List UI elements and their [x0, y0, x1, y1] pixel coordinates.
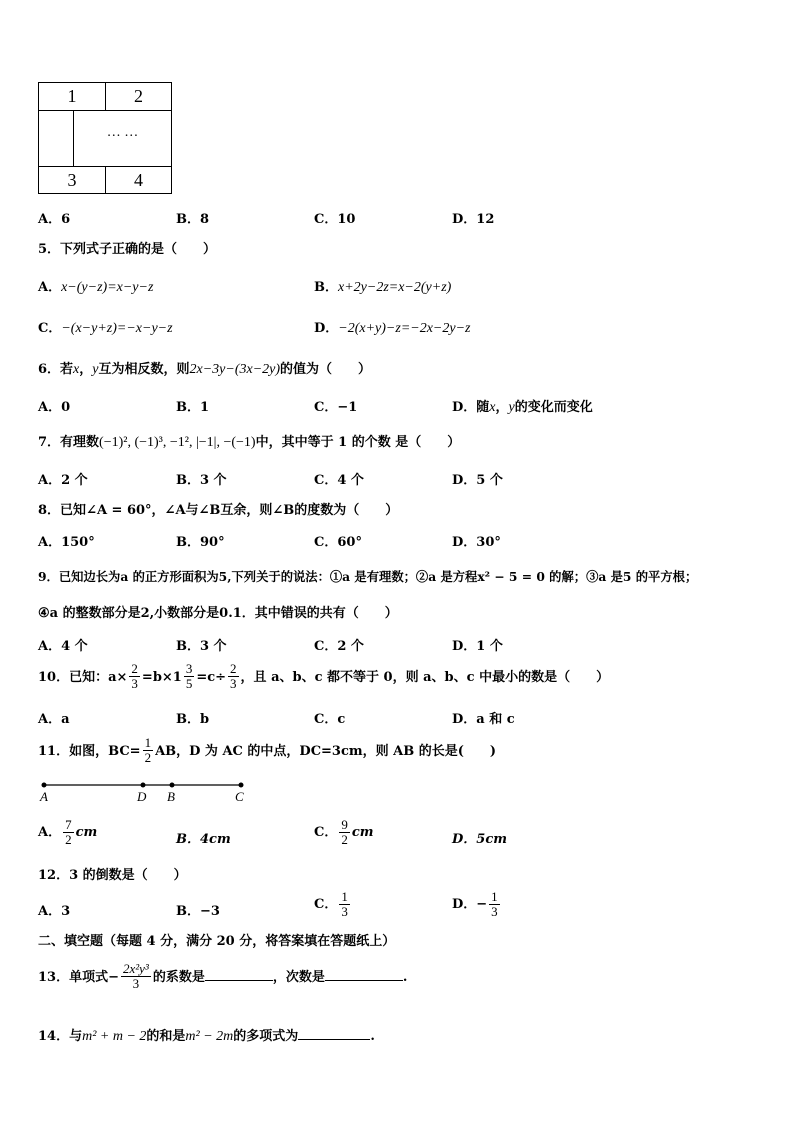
- answer-blank[interactable]: [298, 1039, 370, 1040]
- q8-option-a: A．150°: [38, 535, 95, 550]
- point-d: [141, 783, 146, 788]
- q6-option-c: C．−1: [314, 400, 358, 415]
- q11-stem: 11．如图，BC= $\frac{1}{2}$ AB，D 为 AC 的中点，DC=3cm，则 AB 的长是( ): [38, 735, 497, 765]
- fraction: $\frac{9}{2}$: [341, 817, 348, 847]
- point-a: [42, 783, 47, 788]
- grid-cell-1: 1: [67, 86, 77, 106]
- q11-option-b: B．4cm: [176, 832, 231, 847]
- q12-stem: 12．3 的倒数是（ ）: [38, 868, 187, 883]
- answer-blank[interactable]: [325, 980, 403, 981]
- grid-top-row: [39, 83, 171, 111]
- q6-option-a: A．0: [38, 400, 71, 415]
- q10-option-a: A．a: [38, 712, 70, 727]
- q7-option-b: B．3 个: [176, 473, 227, 488]
- q7-option-d: D．5 个: [452, 473, 503, 488]
- q11-option-c: C． $\frac{9}{2}$ cm: [314, 817, 374, 847]
- q12-option-b: B．−3: [176, 904, 220, 919]
- q6-stem: 6．若x，y互为相反数，则2x−3y−(3x−2y)的值为（ ）: [38, 362, 372, 377]
- q8-option-d: D．30°: [452, 535, 501, 550]
- grid-dots: … …: [106, 125, 139, 140]
- q10-stem: 10．已知：a× $\frac{2}{3}$ =b×1 $\frac{3}{5}$ =c÷ $\frac{2}{3}$ ，且 a、b、c 都不等于 0，则 a、b、c 中最小的数是（ ）: [38, 661, 610, 691]
- fraction: $\frac{1}{3}$: [491, 889, 498, 919]
- q9-option-a: A．4 个: [38, 639, 88, 654]
- q5-option-d: D．−2(x+y)−z=−2x−2y−z: [314, 321, 471, 336]
- q9-option-c: C．2 个: [314, 639, 364, 654]
- q5-option-a: A．x−(y−z)=x−y−z: [38, 280, 154, 295]
- q5-option-b: B．x+2y−2z=x−2(y+z): [314, 280, 452, 295]
- q12-option-c: C． $\frac{1}{3}$: [314, 889, 348, 919]
- q4-option-c: C．10: [314, 212, 356, 227]
- q8-option-b: B．90°: [176, 535, 225, 550]
- q7-option-c: C．4 个: [314, 473, 364, 488]
- fraction: $\frac{2}{3}$: [230, 661, 237, 691]
- figure-grid: [38, 82, 172, 194]
- label-d: D: [137, 789, 147, 804]
- q5-stem: 5．下列式子正确的是（ ）: [38, 242, 217, 257]
- fraction: $\frac{3}{5}$: [185, 661, 193, 691]
- point-b: [170, 783, 175, 788]
- q10-option-c: C．c: [314, 712, 346, 727]
- q11-option-d: D．5cm: [452, 832, 507, 847]
- q10-option-d: D．a 和 c: [452, 712, 515, 727]
- q4-option-b: B．8: [176, 212, 210, 227]
- fraction: $\frac{7}{2}$: [65, 817, 72, 847]
- fraction: $\frac{2}{3}$: [131, 661, 138, 691]
- fraction: $\frac{1}{2}$: [144, 735, 152, 765]
- q11-option-a: A． $\frac{7}{2}$ cm: [38, 817, 98, 847]
- segment-figure: [40, 780, 244, 810]
- fraction: $\frac{1}{3}$: [341, 889, 348, 919]
- section-2-heading: 二、填空题（每题 4 分，满分 20 分，将答案填在答题纸上）: [38, 934, 396, 949]
- q9-stem-line2: ④a 的整数部分是2,小数部分是0.1．其中错误的共有（ ）: [38, 606, 398, 621]
- q10-option-b: B．b: [176, 712, 210, 727]
- q8-option-c: C．60°: [314, 535, 362, 550]
- fraction: $\frac{\text{2x²y³}}{3}$: [122, 961, 149, 991]
- grid-cell-4: 4: [134, 170, 143, 190]
- q6-option-d: D．随x，y的变化而变化: [452, 400, 593, 415]
- q9-option-d: D．1 个: [452, 639, 503, 654]
- point-c: [239, 783, 244, 788]
- label-b: B: [167, 789, 175, 804]
- grid-bottom-row: [39, 166, 171, 194]
- q4-option-d: D．12: [452, 212, 495, 227]
- q14-stem: 14．与m² + m − 2的和是m² − 2m的多项式为 .: [38, 1029, 375, 1044]
- grid-cell-3: 3: [67, 170, 77, 190]
- answer-blank[interactable]: [205, 980, 273, 981]
- q4-option-a: A．6: [38, 212, 71, 227]
- q6-option-b: B．1: [176, 400, 210, 415]
- q7-stem: 7．有理数(−1)², (−1)³, −1², |−1|, −(−1)中，其中等于 1 的个数 是（ ）: [38, 435, 461, 450]
- q13-stem: 13．单项式− $\frac{\text{2x²y³}}{3}$ 的系数是 ，次数是 .: [38, 961, 408, 991]
- q8-stem: 8．已知∠A = 60°，∠A与∠B互余，则∠B的度数为（ ）: [38, 503, 399, 518]
- label-c: C: [235, 789, 244, 804]
- q12-option-a: A．3: [38, 904, 71, 919]
- q9-stem-line1: 9．已知边长为a 的正方形面积为5,下列关于的说法：①a 是有理数；②a 是方程x² − 5 = 0 的解；③a 是5 的平方根；: [38, 569, 698, 584]
- label-a: A: [40, 789, 48, 804]
- q7-option-a: A．2 个: [38, 473, 88, 488]
- q5-option-c: C．−(x−y+z)=−x−y−z: [38, 321, 173, 336]
- q12-option-d: D．− $\frac{1}{3}$: [452, 889, 498, 919]
- q9-option-b: B．3 个: [176, 639, 227, 654]
- grid-cell-2: 2: [134, 86, 143, 106]
